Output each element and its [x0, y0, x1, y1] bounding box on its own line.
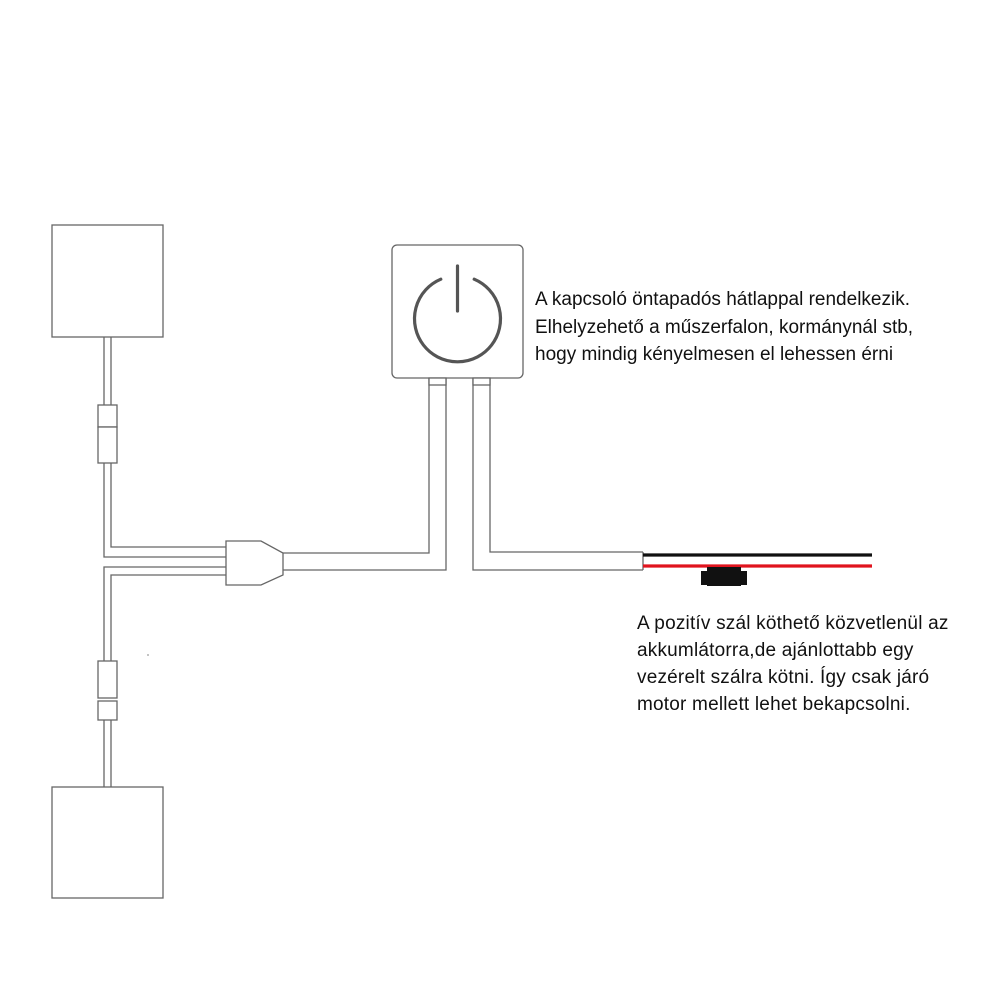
- switch-mounting-note: [535, 286, 913, 369]
- bottom-light-panel: [52, 787, 163, 898]
- switch-note-line-3: hogy mindig kényelmesen el lehessen érni: [535, 344, 894, 365]
- switch-note-line-2: Elhelyzehető a műszerfalon, kormánynál stb,: [535, 316, 914, 338]
- wire-note-line-1: A pozitív szál köthető közvetlenül az: [637, 613, 949, 634]
- top-inline-connector: [98, 405, 117, 463]
- wire-note-line-4: motor mellett lehet bekapcsolni.: [637, 694, 911, 715]
- wire-note-line-3: vezérelt szálra kötni. Így csak járó: [637, 667, 930, 688]
- top-light-panel: [52, 225, 163, 337]
- top-cable: [104, 337, 226, 557]
- y-splitter: [226, 541, 283, 585]
- wire-note-line-2: akkumlátorra,de ajánlottabb egy: [637, 640, 914, 661]
- positive-wire-note: [637, 610, 949, 718]
- switch-cable-tabs: [429, 378, 490, 385]
- bottom-inline-connector: [98, 661, 117, 720]
- switch-output-cable: [473, 378, 643, 570]
- stray-dot: [147, 654, 149, 656]
- fuse-holder-icon: [701, 567, 747, 586]
- switch-input-cable: [283, 378, 446, 570]
- switch-note-line-1: A kapcsoló öntapadós hátlappal rendelkezik.: [535, 289, 910, 310]
- bottom-cable: [104, 567, 226, 787]
- supply-wires: [643, 555, 872, 566]
